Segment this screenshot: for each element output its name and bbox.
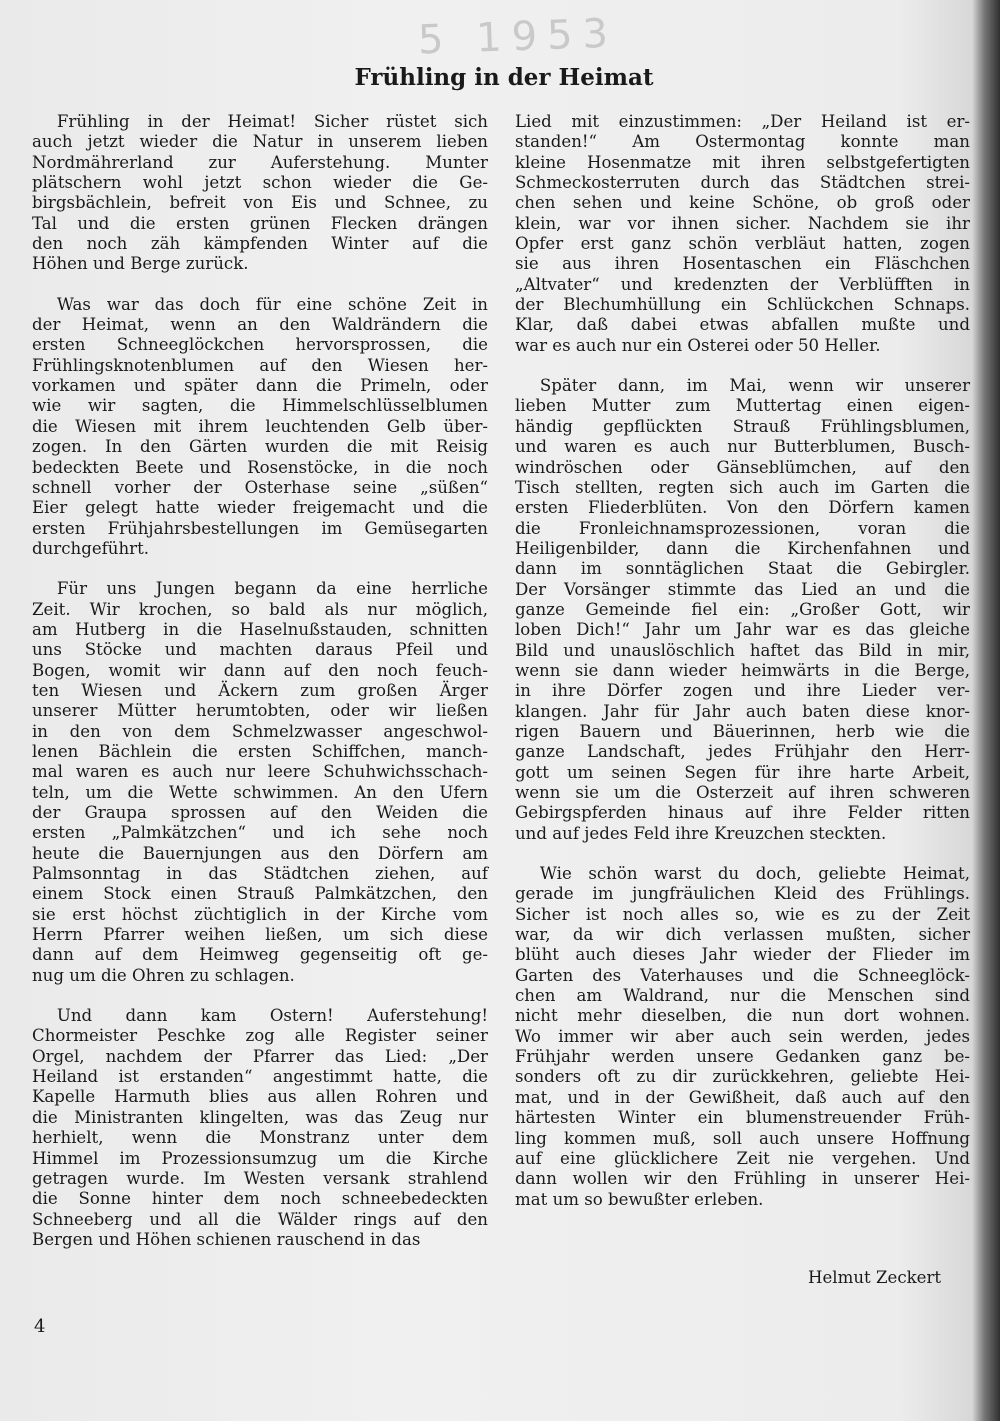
paragraph <box>515 376 970 844</box>
text-line: „Altvater“ und kredenzten der Verblüfften in <box>515 274 970 294</box>
text-line: nug um die Ohren zu schlagen. <box>32 965 295 985</box>
text-line: einem Stock einen Strauß Palmkätzchen, den <box>32 884 488 904</box>
text-line: Wie schön warst du doch, geliebte Heimat, <box>515 864 970 884</box>
text-line: Zeit. Wir krochen, so bald als nur möglich, <box>32 599 488 619</box>
paragraph <box>515 112 970 356</box>
text-line: Höhen und Berge zurück. <box>32 254 249 274</box>
text-line: in den von dem Schmelzwasser angeschwol- <box>32 721 488 741</box>
text-line: Schmeckosterruten durch das Städtchen strei- <box>515 173 970 193</box>
text-line: heute die Bauernjungen aus den Dörfern am <box>32 843 488 863</box>
article-title: Frühling in der Heimat <box>354 64 654 91</box>
text-line: Kapelle Harmuth blies aus allen Rohren und <box>32 1087 488 1107</box>
text-line: gott um seinen Segen für ihre harte Arbeit, <box>515 762 970 782</box>
text-line: nicht mehr dieselben, die nun dort wohnen. <box>515 1006 970 1026</box>
text-line: teln, um die Wette schwimmen. An den Ufern <box>32 782 488 802</box>
text-line: war es auch nur ein Osterei oder 50 Heller. <box>515 335 881 355</box>
paragraph-gap <box>32 986 488 1006</box>
text-line: ganze Landschaft, jedes Frühjahr den Herr- <box>515 742 970 762</box>
text-line: händig gepflückten Strauß Frühlingsblumen, <box>515 416 970 436</box>
text-line: die Fronleichnamsprozessionen, voran die <box>515 518 970 538</box>
text-line: wenn sie um die Osterzeit auf ihren schweren <box>515 783 970 802</box>
paragraph <box>32 1006 488 1250</box>
text-line: die Ministranten klingelten, was das Zeug nur <box>32 1107 488 1127</box>
text-line: Bogen, womit wir dann auf den noch feuch- <box>32 660 488 680</box>
text-line: mat, und in der Gewißheit, daß auch auf den <box>515 1087 970 1107</box>
text-line: zogen. In den Gärten wurden die mit Reisig <box>32 437 488 457</box>
text-line: schnell vorher der Osterhase seine „süßen“ <box>32 477 488 497</box>
text-line: und auf jedes Feld ihre Kreuzchen steckten. <box>515 823 887 843</box>
text-line: Heiligenbilder, dann die Kirchenfahnen und <box>515 538 970 558</box>
text-line: dann auf dem Heimweg gegenseitig oft ge- <box>32 945 488 965</box>
text-line: ersten „Palmkätzchen“ und ich sehe noch <box>32 823 488 843</box>
text-line: vorkamen und später dann die Primeln, oder <box>32 376 488 396</box>
text-line: Tal und die ersten grünen Flecken drängen <box>32 213 488 233</box>
text-line: sonders oft zu dir zurückkehren, geliebte Hei- <box>515 1067 970 1087</box>
text-line: die Wiesen mit ihrem leuchtenden Gelb über- <box>32 416 488 436</box>
text-line: der Graupa sprossen auf den Weiden die <box>32 803 488 822</box>
text-line: unserer Mütter herumtobten, oder wir ließen <box>32 701 488 721</box>
right-column <box>515 112 970 1210</box>
text-line: wie wir sagten, die Himmelschlüsselblumen <box>32 396 488 416</box>
paragraph <box>515 864 970 1210</box>
text-line: dann im sonntäglichen Staat die Gebirgler. <box>515 559 970 579</box>
text-line: Tisch stellten, regten sich auch im Garten die <box>515 477 970 497</box>
text-line: ten Wiesen und Äckern zum großen Ärger <box>32 680 488 700</box>
text-line: den noch zäh kämpfenden Winter auf die <box>32 234 488 254</box>
text-line: die Sonne hinter dem noch schneebedeckten <box>32 1189 488 1209</box>
text-line: Herrn Pfarrer weihen ließen, um sich diese <box>32 925 488 945</box>
text-line: Orgel, nachdem der Pfarrer das Lied: „Der <box>32 1046 488 1066</box>
text-line: Bergen und Höhen schienen rauschend in das <box>32 1229 421 1249</box>
text-line: Frühling in der Heimat! Sicher rüstet sich <box>32 112 488 131</box>
text-line: dann wollen wir den Frühling in unserer Hei- <box>515 1169 970 1189</box>
paragraph <box>32 295 488 559</box>
paragraph-gap <box>32 275 488 295</box>
paragraph-gap <box>32 559 488 579</box>
text-line: windröschen oder Gänseblümchen, auf den <box>515 457 970 477</box>
text-line: lieben Mutter zum Muttertag einen eigen- <box>515 396 970 416</box>
text-line: der Heimat, wenn an den Waldrändern die <box>32 315 488 335</box>
text-line: mal waren es auch nur leere Schuhwichsschach- <box>32 762 488 782</box>
left-column <box>32 112 488 1250</box>
paragraph-gap <box>515 844 970 864</box>
text-line: Lied mit einzustimmen: „Der Heiland ist er- <box>515 112 970 131</box>
text-line: mat um so bewußter erleben. <box>515 1189 764 1209</box>
text-line: rigen Bauern und Bäuerinnen, herb wie die <box>515 721 970 741</box>
pencil-note: 5 1953 <box>417 10 619 64</box>
text-line: Schneeberg und all die Wälder rings auf den <box>32 1209 488 1229</box>
text-line: Und dann kam Ostern! Auferstehung! <box>32 1006 488 1026</box>
text-line: birgsbächlein, befreit von Eis und Schnee, zu <box>32 193 488 213</box>
text-line: ersten Frühjahrsbestellungen im Gemüsegarten <box>32 518 488 538</box>
text-line: standen!“ Am Ostermontag konnte man <box>515 132 970 152</box>
text-line: Klar, daß dabei etwas abfallen mußte und <box>515 315 970 335</box>
text-line: blüht auch dieses Jahr wieder der Flieder im <box>515 945 970 965</box>
text-line: plätschern wohl jetzt schon wieder die Ge- <box>32 173 488 193</box>
text-line: gerade im jungfräulichen Kleid des Frühlings. <box>515 884 970 904</box>
text-line: auf eine glücklichere Zeit nie vergehen. Und <box>515 1148 970 1168</box>
text-line: Gebirgspferden hinaus auf ihre Felder ritten <box>515 803 970 823</box>
text-line: Der Vorsänger stimmte das Lied an und die <box>515 579 970 599</box>
text-line: wenn sie dann wieder heimwärts in die Berge, <box>515 660 970 680</box>
text-line: sie erst höchst züchtiglich in der Kirche vom <box>32 904 488 924</box>
text-line: getragen wurde. Im Westen versank strahlend <box>32 1168 488 1188</box>
text-line: Chormeister Peschke zog alle Register seiner <box>32 1026 488 1046</box>
text-line: Palmsonntag in das Städtchen ziehen, auf <box>32 864 488 884</box>
text-line: Nordmährerland zur Auferstehung. Munter <box>32 152 488 172</box>
text-line: kleine Hosenmatze mit ihren selbstgefertigten <box>515 152 970 172</box>
text-line: loben Dich!“ Jahr um Jahr war es das gleiche <box>515 620 970 640</box>
text-line: Frühlingsknotenblumen auf den Wiesen her- <box>32 355 488 375</box>
binding-shadow <box>972 0 1000 1421</box>
text-line: bedeckten Beete und Rosenstöcke, in die noch <box>32 457 488 477</box>
text-line: Was war das doch für eine schöne Zeit in <box>32 294 488 314</box>
author-signature: Helmut Zeckert <box>808 1268 942 1287</box>
text-line: Eier gelegt hatte wieder freigemacht und die <box>32 498 488 518</box>
text-line: auch jetzt wieder die Natur in unserem lieben <box>32 132 488 152</box>
text-line: lenen Bächlein die ersten Schiffchen, manch- <box>32 741 488 761</box>
paragraph-gap <box>515 356 970 376</box>
text-line: Himmel im Prozessionsumzug um die Kirche <box>32 1148 488 1168</box>
text-line: herhielt, wenn die Monstranz unter dem <box>32 1128 488 1148</box>
text-line: durchgeführt. <box>32 538 150 558</box>
text-line: Garten des Vaterhauses und die Schneeglöck- <box>515 965 970 985</box>
text-line: klangen. Jahr für Jahr auch baten diese knor- <box>515 701 970 721</box>
text-line: klein, war vor ihnen sicher. Nachdem sie ihr <box>515 213 970 233</box>
text-line: chen am Waldrand, nur die Menschen sind <box>515 986 970 1006</box>
text-line: Für uns Jungen begann da eine herrliche <box>32 579 488 599</box>
text-line: war, da wir dich verlassen mußten, sicher <box>515 925 970 945</box>
text-line: Opfer erst ganz schön verbläut hatten, zogen <box>515 234 970 254</box>
text-line: ling kommen muß, soll auch unsere Hoffnung <box>515 1128 970 1148</box>
text-line: uns Stöcke und machten daraus Pfeil und <box>32 640 488 660</box>
text-line: Heiland ist erstanden“ angestimmt hatte, die <box>32 1067 488 1087</box>
paragraph <box>32 579 488 986</box>
text-line: ersten Schneeglöckchen hervorsprossen, die <box>32 335 488 355</box>
text-line: sie aus ihren Hosentaschen ein Fläschchen <box>515 254 970 274</box>
text-line: und waren es auch nur Butterblumen, Busch- <box>515 437 970 457</box>
text-line: ganze Gemeinde fiel ein: „Großer Gott, wir <box>515 599 970 619</box>
text-line: härtesten Winter ein blumenstreuender Früh- <box>515 1108 970 1128</box>
text-line: in ihre Dörfer zogen und ihre Lieder ver- <box>515 681 970 701</box>
text-line: Sicher ist noch alles so, wie es zu der Zeit <box>515 904 970 924</box>
text-line: Bild und unauslöschlich haftet das Bild in mir, <box>515 640 970 660</box>
text-line: ersten Fliederblüten. Von den Dörfern kamen <box>515 498 970 518</box>
text-line: der Blechumhüllung ein Schlückchen Schnaps. <box>515 295 970 315</box>
text-line: chen sehen und keine Schöne, ob groß oder <box>515 193 970 213</box>
text-line: am Hutberg in die Haselnußstauden, schnitten <box>32 619 488 639</box>
text-line: Frühjahr werden unsere Gedanken ganz be- <box>515 1047 970 1067</box>
page-number: 4 <box>34 1316 46 1337</box>
text-line: Später dann, im Mai, wenn wir unserer <box>515 376 970 396</box>
text-line: Wo immer wir aber auch sein werden, jedes <box>515 1026 970 1046</box>
paragraph <box>32 112 488 275</box>
